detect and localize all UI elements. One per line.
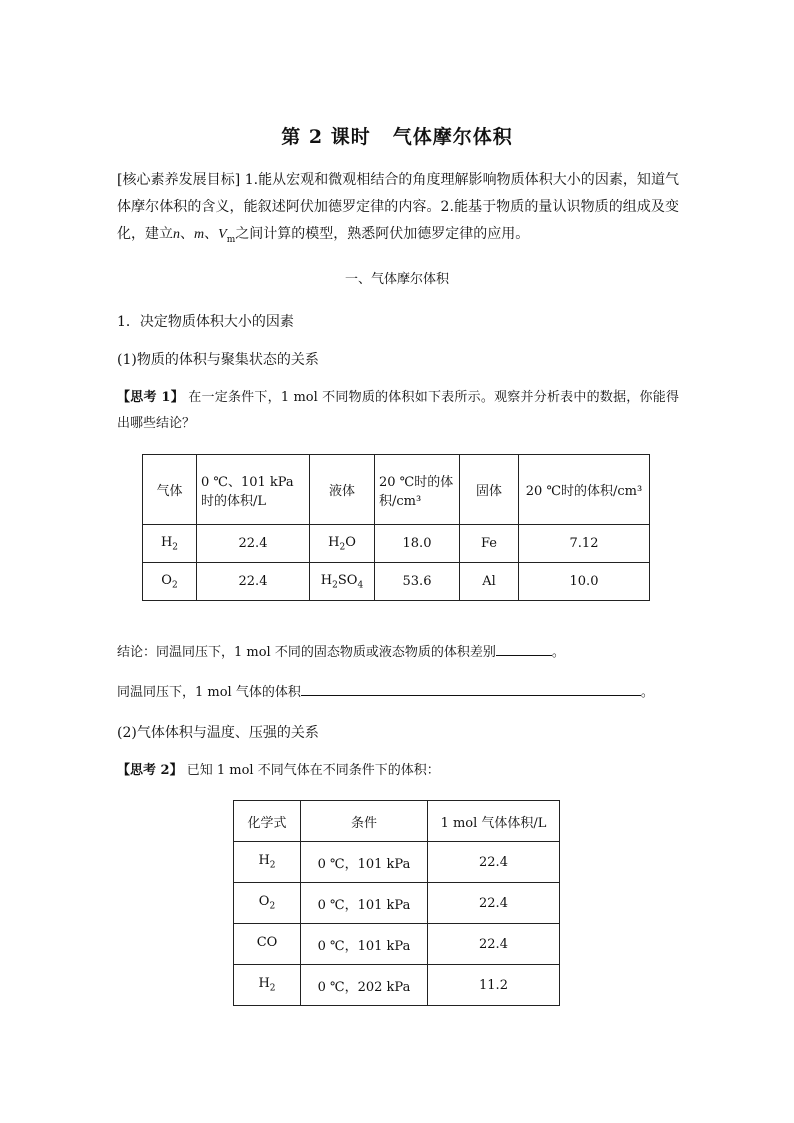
solid-volume: 10.0 (519, 563, 650, 601)
formula-text: O (258, 894, 270, 910)
table-header-row (234, 801, 560, 842)
solid-volume: 7.12 (519, 525, 650, 563)
conclusion-1 (117, 641, 565, 660)
header-cell: 0 ℃、101 kPa 时的体积/L (197, 455, 310, 525)
formula-text: H (320, 572, 333, 588)
volume-cell: 22.4 (428, 883, 560, 924)
formula-text: H (160, 534, 173, 550)
section-heading: 一、气体摩尔体积 (344, 272, 449, 287)
header-cell: 20 ℃时的体积/cm³ (519, 455, 650, 525)
think-1-label: 【思考 1】 (117, 390, 184, 405)
condition-cell: 0 ℃，202 kPa (301, 965, 428, 1006)
formula-sub: 2 (339, 542, 346, 553)
liquid-formula (310, 563, 375, 601)
header-cell: 固体 (460, 455, 519, 525)
item-heading: 1．决定物质体积大小的因素 (117, 314, 294, 330)
formula-sub: 2 (269, 860, 276, 871)
conclusion-1-text: 结论：同温同压下，1 mol 不同的固态物质或液态物质的体积差别 (117, 645, 496, 660)
formula-cell (234, 883, 301, 924)
subheading-2: (2)气体体积与温度、压强的关系 (117, 725, 319, 741)
formula-text: O (345, 534, 356, 550)
goals-text: 1.能从宏观和微观相结合的角度理解影响物质体积大小的因素，知道气体摩尔体积的含义，能叙述阿伏加德罗定律的内容。2.能基于物质的量认识物质的组成及变化，建立 (117, 172, 679, 242)
formula-text: H (258, 853, 270, 869)
var-m: m (194, 227, 205, 242)
conclusion-2 (117, 681, 654, 700)
formula-text: CO (256, 935, 278, 951)
formula-sub: 4 (357, 580, 364, 591)
header-cell: 气体 (143, 455, 197, 525)
gas-volume: 22.4 (197, 563, 310, 601)
table-volume-by-state (142, 454, 650, 601)
var-v: V (218, 227, 227, 242)
liquid-volume: 18.0 (375, 525, 460, 563)
think-1-text: 在一定条件下，1 mol 不同物质的体积如下表所示。观察并分析表中的数据，你能得出哪些结论？ (117, 390, 679, 431)
liquid-volume: 53.6 (375, 563, 460, 601)
think-2-label: 【思考 2】 (117, 763, 183, 778)
answer-blank-2[interactable] (301, 681, 641, 696)
gas-formula (143, 525, 197, 563)
subheading-1: (1)物质的体积与聚集状态的关系 (117, 352, 319, 368)
table-row (143, 525, 650, 563)
formula-sub: 2 (269, 901, 276, 912)
answer-blank-1[interactable] (496, 641, 552, 656)
formula-sub: 2 (172, 542, 179, 553)
conclusion-2-text: 同温同压下，1 mol 气体的体积 (117, 685, 301, 700)
formula-text: O (161, 572, 172, 588)
volume-cell: 22.4 (428, 924, 560, 965)
formula-cell (234, 924, 301, 965)
table-header-row (143, 455, 650, 525)
page-title (0, 122, 794, 149)
liquid-formula (310, 525, 375, 563)
gas-volume: 22.4 (197, 525, 310, 563)
table-row (234, 842, 560, 883)
formula-cell (234, 965, 301, 1006)
lesson-title: 气体摩尔体积 (392, 126, 513, 148)
table-volume-by-condition (233, 800, 560, 1006)
condition-cell: 0 ℃，101 kPa (301, 883, 428, 924)
separator: 、 (204, 226, 219, 242)
formula-text: H (258, 976, 270, 992)
header-cell: 20 ℃时的体积/cm³ (375, 455, 460, 525)
conclusion-2-end: 。 (640, 685, 654, 700)
formula-sub: 2 (269, 983, 276, 994)
formula-sub: 2 (332, 580, 338, 591)
goals-label: [核心素养发展目标] (117, 172, 241, 188)
solid-name: Fe (460, 525, 519, 563)
header-cell: 条件 (301, 801, 428, 842)
table-row (234, 924, 560, 965)
var-n: n (173, 227, 180, 242)
conclusion-1-end: 。 (551, 645, 565, 660)
header-cell: 液体 (310, 455, 375, 525)
formula-text: SO (337, 572, 358, 588)
core-goals-paragraph (117, 167, 679, 254)
var-v-sub: m (226, 234, 236, 245)
table-row (143, 563, 650, 601)
table-row (234, 965, 560, 1006)
gas-formula (143, 563, 197, 601)
formula-cell (234, 842, 301, 883)
condition-cell: 0 ℃，101 kPa (301, 842, 428, 883)
think-2-text: 已知 1 mol 不同气体在不同条件下的体积： (186, 763, 440, 778)
volume-cell: 11.2 (428, 965, 560, 1006)
condition-cell: 0 ℃，101 kPa (301, 924, 428, 965)
table-row (234, 883, 560, 924)
goals-text-end: 之间计算的模型，熟悉阿伏加德罗定律的应用。 (235, 226, 530, 242)
volume-cell: 22.4 (428, 842, 560, 883)
separator: 、 (180, 226, 194, 242)
think-2 (117, 758, 679, 784)
solid-name: Al (460, 563, 519, 601)
think-1 (117, 385, 679, 437)
formula-sub: 2 (171, 580, 178, 591)
header-cell: 化学式 (234, 801, 301, 842)
lesson-number: 第 2 课时 (281, 126, 371, 148)
formula-text: H (328, 534, 340, 550)
header-cell: 1 mol 气体体积/L (428, 801, 560, 842)
